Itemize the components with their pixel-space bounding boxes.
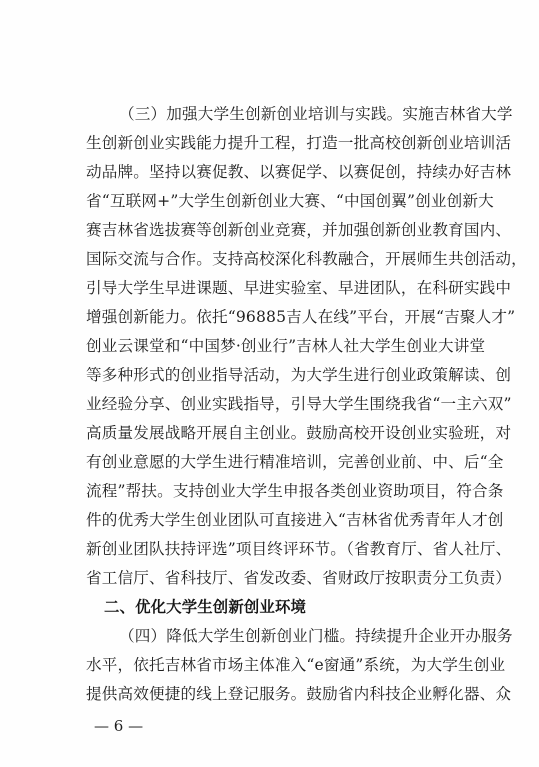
paragraph-line: 增强创新能力。依托“96885吉人在线”平台，开展“吉聚人才”: [86, 308, 516, 326]
paragraph-line: 国际交流与合作。支持高校深化科教融合，开展师生共创活动，: [86, 250, 527, 268]
section-heading: 二、优化大学生创新创业环境: [104, 598, 307, 616]
paragraph-line: 生创新创业实践能力提升工程，打造一批高校创新创业培训活: [86, 134, 512, 152]
paragraph-line: 创业云课堂和“中国梦·创业行”吉林人社大学生创业大讲堂: [86, 337, 486, 355]
paragraph-line: 水平，依托吉林省市场主体准入“e窗通”系统，为大学生创业: [86, 656, 506, 674]
paragraph-line: 件的优秀大学生创业团队可直接进入“吉林省优秀青年人才创: [86, 511, 504, 529]
paragraph-line: 流程”帮扶。支持创业大学生申报各类创业资助项目，符合条: [86, 482, 504, 500]
paragraph-line: 高质量发展战略开展自主创业。鼓励高校开设创业实验班，对: [86, 424, 512, 442]
paragraph-line: 引导大学生早进课题、早进实验室、早进团队，在科研实践中: [86, 279, 512, 297]
paragraph-line: 动品牌。坚持以赛促教、以赛促学、以赛促创，持续办好吉林: [86, 163, 512, 181]
paragraph-line: 有创业意愿的大学生进行精准培训，完善创业前、中、后“全: [86, 453, 504, 471]
paragraph-line: 新创业团队扶持评选”项目终评环节。（省教育厅、省人社厅、: [86, 540, 512, 558]
paragraph-line: 提供高效便捷的线上登记服务。鼓励省内科技企业孵化器、众: [86, 685, 512, 703]
paragraph-line: 等多种形式的创业指导活动，为大学生进行创业政策解读、创: [86, 366, 512, 384]
paragraph-line: 业经验分享、创业实践指导，引导大学生围绕我省“一主六双”: [86, 395, 512, 413]
paragraph-line: 赛吉林省选拔赛等创新创业竞赛，并加强创新创业教育国内、: [86, 221, 512, 239]
paragraph-line: 省“互联网+”大学生创新创业大赛、“中国创翼”创业创新大: [86, 192, 494, 210]
paragraph-line: （四）降低大学生创新创业门槛。持续提升企业开办服务: [119, 627, 513, 645]
paragraph-line: 省工信厅、省科技厅、省发改委、省财政厅按职责分工负责）: [86, 569, 512, 587]
paragraph-line: （三）加强大学生创新创业培训与实践。实施吉林省大学: [119, 105, 513, 123]
page-number: — 6 —: [94, 717, 144, 735]
